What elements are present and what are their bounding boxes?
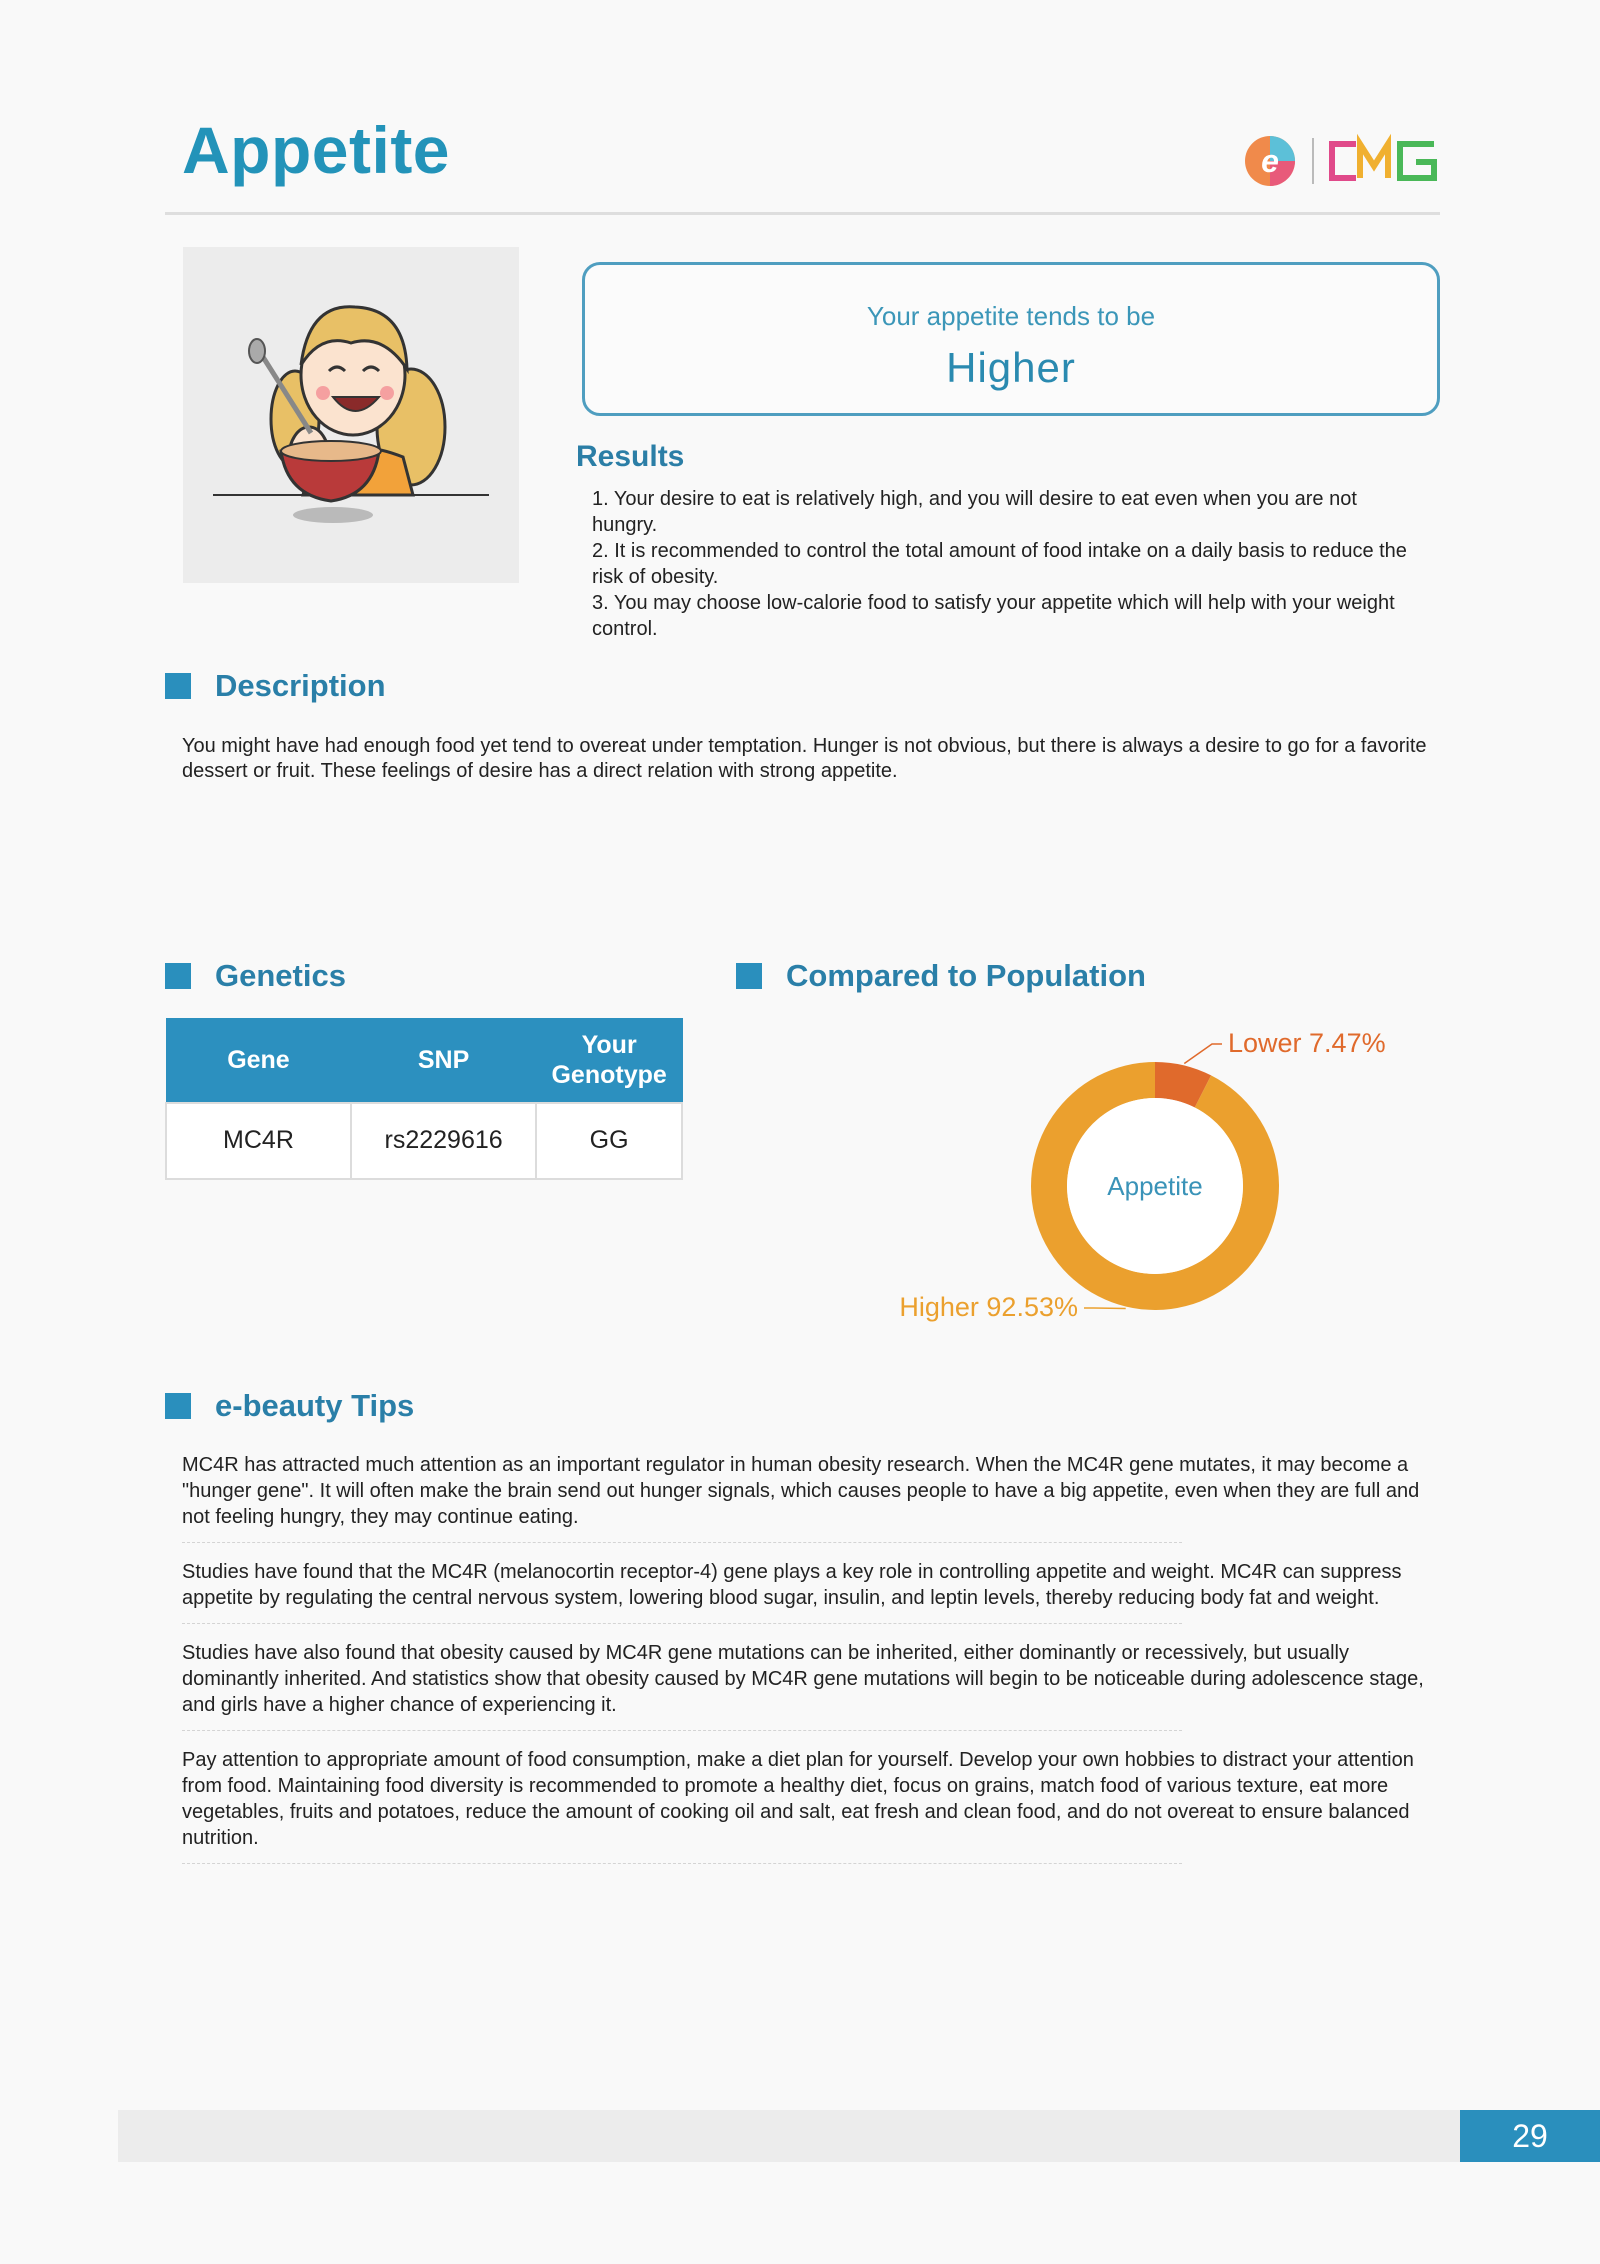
tips-title: e-beauty Tips bbox=[215, 1388, 415, 1423]
column-header-gene: Gene bbox=[166, 1019, 351, 1103]
donut-leader-line bbox=[1184, 1044, 1222, 1063]
column-header-genotype: Your Genotype bbox=[536, 1019, 682, 1103]
genetics-heading bbox=[165, 958, 346, 994]
tip-text: Studies have found that the MC4R (melanocortin receptor-4) gene plays a key role in controlling appetite and weight. MC4R can suppress appetite by regulating the central nervous system, lowering blood sugar, insulin, and leptin levels, thereby reducing body fat and weight. bbox=[182, 1561, 1402, 1609]
girl-eating-illustration bbox=[183, 247, 519, 583]
result-lead: Your appetite tends to be bbox=[866, 301, 1156, 331]
result-summary-box bbox=[582, 262, 1440, 416]
population-title: Compared to Population bbox=[786, 958, 1146, 993]
e-brand-logo-icon bbox=[1245, 136, 1295, 186]
donut-center-label: Appetite bbox=[1107, 1171, 1203, 1201]
tip-item bbox=[182, 1559, 1402, 1624]
tip-text: Studies have also found that obesity caused by MC4R gene mutations can be inherited, either dominantly or recessively, but usually dominantly inherited. And statistics show that obesity caused by MC4R gene mutations will begin to be noticeable during adolescence stage, and girls have a higher chance of experiencing it. bbox=[182, 1642, 1424, 1716]
genotype-cell: GG bbox=[536, 1103, 682, 1179]
result-item: 1. Your desire to eat is relatively high, and you will desire to eat even when you are not hungry. bbox=[592, 488, 1357, 536]
tip-text: MC4R has attracted much attention as an important regulator in human obesity research. When the MC4R gene mutates, it may become a "hunger gene". It will often make the brain send out hunger signals, which causes people to have a big appetite, even when they are full and not feeling hungry, they may continue eating. bbox=[182, 1454, 1420, 1528]
description-text: You might have had enough food yet tend to overeat under temptation. Hunger is not obvious, but there is always a desire to go for a favorite dessert or fruit. These feelings of desire has a direct relation with strong appetite. bbox=[182, 735, 1427, 782]
brand-logos bbox=[1244, 132, 1440, 190]
description-title: Description bbox=[215, 668, 386, 703]
column-header-snp: SNP bbox=[351, 1019, 536, 1103]
genetics-title: Genetics bbox=[215, 958, 346, 993]
donut-slice-label: Higher 92.53% bbox=[899, 1292, 1078, 1322]
table-row bbox=[166, 1103, 682, 1179]
results-heading: Results bbox=[576, 440, 685, 473]
svg-text:e: e bbox=[1261, 143, 1279, 179]
results-list bbox=[592, 486, 1422, 642]
population-heading bbox=[736, 958, 1146, 994]
section-marker-icon bbox=[736, 963, 762, 989]
cmg-logo-icon bbox=[1332, 144, 1434, 178]
logo-divider bbox=[1312, 138, 1314, 184]
tip-item bbox=[182, 1452, 1420, 1543]
footer-bar bbox=[118, 2110, 1460, 2162]
snp-cell: rs2229616 bbox=[351, 1103, 536, 1179]
section-marker-icon bbox=[165, 673, 191, 699]
gene-cell: MC4R bbox=[166, 1103, 351, 1179]
donut-slice-label: Lower 7.47% bbox=[1228, 1028, 1386, 1058]
description-heading bbox=[165, 668, 386, 704]
result-item: 2. It is recommended to control the total amount of food intake on a daily basis to reduce the risk of obesity. bbox=[592, 540, 1407, 588]
tip-item bbox=[182, 1747, 1414, 1864]
result-item: 3. You may choose low-calorie food to satisfy your appetite which will help with your weight control. bbox=[592, 592, 1395, 640]
table-header-row bbox=[166, 1019, 682, 1103]
tip-item bbox=[182, 1640, 1424, 1731]
tips-heading bbox=[165, 1388, 414, 1424]
genetics-table bbox=[165, 1018, 683, 1180]
section-marker-icon bbox=[165, 963, 191, 989]
result-value: Higher bbox=[946, 344, 1076, 391]
population-donut-chart bbox=[860, 1018, 1450, 1348]
page-number: 29 bbox=[1460, 2110, 1600, 2162]
tips-list bbox=[182, 1452, 1442, 1880]
tip-text: Pay attention to appropriate amount of food consumption, make a diet plan for yourself. Develop your own hobbies to distract your attention from food. Maintaining food diversity is recommended to promote a healthy diet, focus on grains, match food of various texture, eat more vegetables, fruits and potatoes, reduce the amount of cooking oil and salt, eat fresh and clean food, and do not overeat to ensure balanced nutrition. bbox=[182, 1749, 1414, 1849]
section-marker-icon bbox=[165, 1393, 191, 1419]
header-divider bbox=[165, 212, 1440, 215]
page-title: Appetite bbox=[182, 113, 450, 187]
donut-leader-line bbox=[1084, 1308, 1126, 1309]
